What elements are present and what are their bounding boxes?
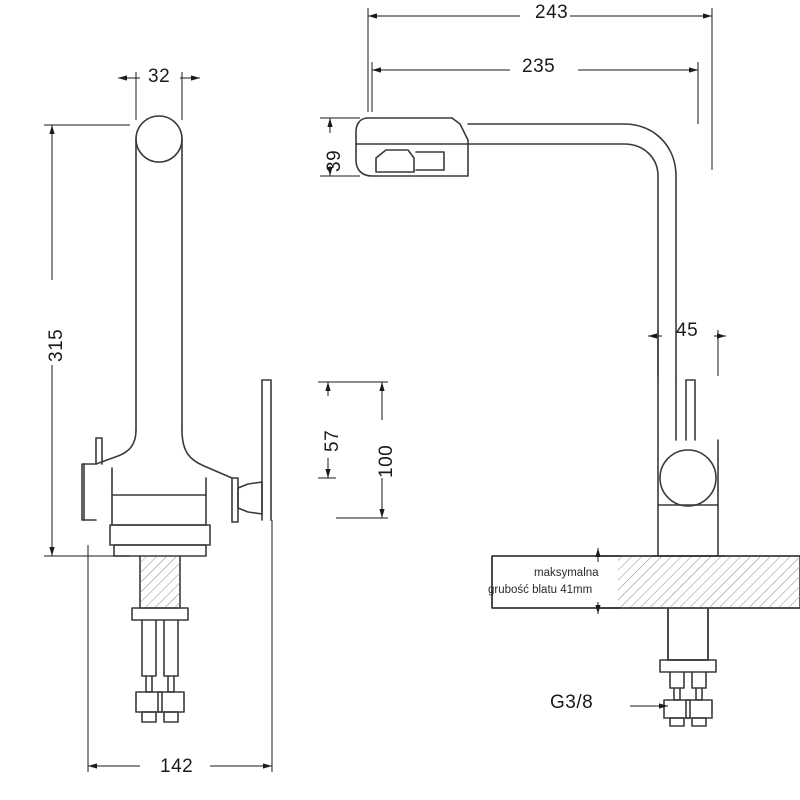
dimension-315-label: 315 (46, 328, 67, 362)
dimension-235-label: 235 (522, 56, 556, 77)
right-faucet-outline (356, 118, 800, 726)
left-faucet-outline (82, 116, 271, 722)
dimension-lines (44, 8, 726, 772)
dimension-32-label: 32 (148, 66, 171, 87)
worktop-note-line1: maksymalna (534, 567, 599, 579)
worktop-note-line2: grubość blatu 41mm (488, 584, 593, 596)
dimension-243-label: 243 (535, 2, 569, 23)
dimension-57-label: 57 (322, 429, 343, 452)
left-shank-hatch (140, 557, 180, 607)
dimension-39-label: 39 (324, 149, 345, 172)
worktop-hatch (618, 557, 800, 607)
callout-g38-label: G3/8 (550, 692, 594, 713)
dimension-100-label: 100 (376, 444, 397, 478)
dimension-45-label: 45 (676, 320, 699, 341)
dimension-142-label: 142 (160, 756, 194, 777)
